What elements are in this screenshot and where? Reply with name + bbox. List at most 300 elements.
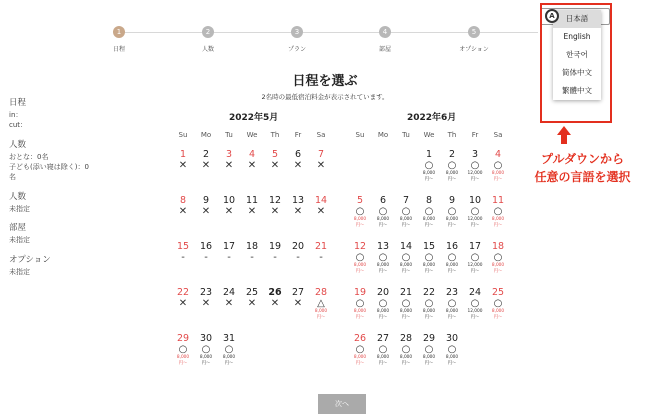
price-label: 8,000 [422,309,436,314]
price-label: 8,000 [422,171,436,176]
calendar-day[interactable] [487,241,509,274]
price-label: 8,000 [445,217,459,222]
day-number: 1 [425,149,433,160]
price-label: 円〜 [493,314,503,320]
availability-mark: - [273,252,277,263]
weekday-header: Su [355,131,365,139]
price-label: 円〜 [401,268,411,274]
day-number: 3 [471,149,479,160]
day-number: 14 [399,241,413,252]
price-label: 8,000 [491,171,505,176]
summary-option-value: 未指定 [9,268,30,276]
availability-mark: ✕ [201,206,211,217]
price-label: 円〜 [178,360,188,366]
availability-mark: ✕ [178,206,188,217]
availability-mark: ✕ [247,298,257,309]
price-label: 8,000 [445,263,459,268]
page-title: 日程を選ぶ [292,74,358,89]
day-number: 12 [268,195,282,206]
availability-mark: ✕ [224,206,234,217]
price-label: 円〜 [378,360,388,366]
calendar-day[interactable] [464,241,486,274]
annotation-line-2: 任意の言語を選択 [534,170,631,184]
calendar-day[interactable] [195,241,217,263]
price-label: 8,000 [353,263,367,268]
calendar-day[interactable] [372,333,394,366]
day-number: 16 [199,241,213,252]
availability-mark: ✕ [270,206,280,217]
summary-children-unit: 名 [9,173,16,181]
day-number: 14 [314,195,328,206]
calendar-day[interactable] [418,149,440,182]
price-label: 8,000 [399,309,413,314]
price-label: 8,000 [445,309,459,314]
calendar-day[interactable] [241,195,263,217]
price-label: 12,000 [467,263,483,268]
day-number: 30 [445,333,459,344]
day-number: 5 [356,195,364,206]
price-label: 8,000 [491,217,505,222]
availability-mark: ✕ [224,298,234,309]
weekday-header: Mo [200,131,212,139]
price-label: 円〜 [401,314,411,320]
availability-mark: - [319,252,323,263]
step-number: 3 [291,26,303,38]
calendar-day[interactable] [372,195,394,228]
price-label: 円〜 [355,268,365,274]
price-label: 8,000 [376,217,390,222]
calendar-day[interactable] [372,241,394,274]
day-number: 21 [399,287,413,298]
calendar-day[interactable] [195,287,217,309]
step-number: 4 [379,26,391,38]
calendar-day[interactable] [441,241,463,274]
price-label: 8,000 [399,217,413,222]
day-number: 27 [376,333,390,344]
price-label: 円〜 [447,222,457,228]
language-option-en[interactable]: English [563,32,591,41]
availability-mark: ✕ [178,160,188,171]
availability-mark: ✕ [247,160,257,171]
summary-checkin: in： [9,111,23,119]
calendar-day[interactable] [464,195,486,228]
day-number: 29 [176,333,190,344]
day-number: 19 [353,287,367,298]
day-number: 23 [445,287,459,298]
day-number: 16 [445,241,459,252]
weekday-header: Sa [316,131,326,139]
price-label: 8,000 [353,309,367,314]
day-number: 9 [448,195,456,206]
price-label: 8,000 [445,171,459,176]
price-label: 円〜 [378,222,388,228]
weekday-header: Fr [294,131,302,139]
step-label: 人数 [201,46,214,53]
calendar-day[interactable] [218,195,240,217]
availability-mark: - [181,252,185,263]
price-label: 円〜 [378,268,388,274]
price-label: 円〜 [470,222,480,228]
price-label: 円〜 [493,268,503,274]
availability-mark: ✕ [270,298,280,309]
availability-mark: ○ [401,206,411,217]
price-label: 円〜 [493,176,503,182]
globe-icon[interactable]: A [545,9,559,23]
language-option-zh-hant[interactable]: 繁體中文 [562,86,592,95]
day-number: 26 [353,333,367,344]
day-number: 24 [222,287,236,298]
calendar-day[interactable] [487,149,509,182]
weekday-header: We [246,131,258,139]
day-number: 6 [294,149,302,160]
calendar-day[interactable] [441,149,463,182]
day-number: 28 [399,333,413,344]
calendar-day[interactable] [264,287,286,309]
month-title-may: 2022年5月 [229,113,279,123]
availability-mark: ○ [424,160,434,171]
day-number: 2 [202,149,210,160]
availability-mark: ✕ [247,206,257,217]
price-label: 8,000 [314,309,328,314]
weekday-header: Tu [402,131,410,139]
availability-mark: ✕ [293,160,303,171]
day-number: 26 [268,287,282,298]
language-option-zh-hans[interactable]: 简体中文 [562,68,592,77]
weekday-header: Su [178,131,188,139]
summary-children: 子ども(添い寝は除く)：0 [9,163,89,171]
day-number: 13 [376,241,390,252]
price-label: 8,000 [422,263,436,268]
step-option[interactable] [444,26,504,53]
next-button[interactable]: 次へ [318,394,366,414]
availability-mark: ○ [470,160,480,171]
calendar-day[interactable] [310,241,332,263]
day-number: 9 [202,195,210,206]
availability-mark: ○ [378,344,388,355]
calendar-day[interactable] [464,149,486,182]
day-number: 10 [468,195,482,206]
summary-guests2-value: 未指定 [9,205,30,213]
availability-mark: ○ [424,298,434,309]
price-label: 円〜 [401,360,411,366]
price-label: 8,000 [422,217,436,222]
availability-mark: ✕ [270,160,280,171]
calendar-day[interactable] [349,333,371,366]
calendar-day[interactable] [395,195,417,228]
day-number: 20 [291,241,305,252]
price-label: 8,000 [353,217,367,222]
price-label: 円〜 [355,360,365,366]
availability-mark: △ [317,298,325,309]
calendar-day[interactable] [349,287,371,320]
price-label: 円〜 [447,268,457,274]
day-number: 8 [179,195,187,206]
price-label: 円〜 [493,222,503,228]
availability-mark: ○ [378,252,388,263]
day-number: 24 [468,287,482,298]
arrow-shaft [561,134,567,144]
summary-option-label: オプション [9,255,51,265]
price-label: 円〜 [424,268,434,274]
day-number: 4 [248,149,256,160]
calendar-day[interactable] [264,195,286,217]
availability-mark: ○ [470,206,480,217]
day-number: 23 [199,287,213,298]
availability-mark: ○ [424,206,434,217]
price-label: 円〜 [424,222,434,228]
step-label: 日程 [112,46,125,53]
availability-mark: ✕ [201,160,211,171]
price-label: 円〜 [470,268,480,274]
step-number: 5 [468,26,480,38]
day-number: 21 [314,241,328,252]
price-label: 8,000 [376,309,390,314]
price-label: 円〜 [224,360,234,366]
day-number: 17 [468,241,482,252]
step-schedule[interactable] [89,26,149,53]
availability-mark: ○ [355,252,365,263]
availability-mark: ○ [447,344,457,355]
day-number: 3 [225,149,233,160]
calendar-day[interactable] [395,287,417,320]
availability-mark: ○ [447,252,457,263]
calendar-day[interactable] [464,287,486,320]
day-number: 2 [448,149,456,160]
availability-mark: ○ [447,206,457,217]
price-label: 円〜 [378,314,388,320]
day-number: 10 [222,195,236,206]
price-label: 12,000 [467,217,483,222]
day-number: 4 [494,149,502,160]
availability-mark: ○ [470,298,480,309]
availability-mark: - [250,252,254,263]
summary-schedule-label: 日程 [9,98,27,108]
availability-mark: ✕ [293,298,303,309]
month-title-june: 2022年6月 [407,113,457,123]
availability-mark: ○ [401,344,411,355]
calendar-day[interactable] [310,149,332,171]
step-guests[interactable] [178,26,238,53]
weekday-header: Th [447,131,457,139]
calendar-day[interactable] [172,287,194,309]
availability-mark: ○ [201,344,211,355]
calendar-day[interactable] [218,333,240,366]
step-room[interactable] [355,26,415,53]
day-number: 28 [314,287,328,298]
calendar-day[interactable] [287,241,309,263]
price-label: 円〜 [424,360,434,366]
day-number: 25 [491,287,505,298]
day-number: 18 [245,241,259,252]
calendar-day[interactable] [310,195,332,217]
availability-mark: - [204,252,208,263]
day-number: 29 [422,333,436,344]
calendar-day[interactable] [218,287,240,309]
day-number: 22 [422,287,436,298]
calendar-day[interactable] [418,287,440,320]
step-label: 部屋 [378,46,391,53]
day-number: 31 [222,333,236,344]
price-label: 12,000 [467,171,483,176]
price-label: 8,000 [399,263,413,268]
price-label: 円〜 [447,360,457,366]
calendar-day[interactable] [172,333,194,366]
day-number: 19 [268,241,282,252]
availability-mark: ○ [470,252,480,263]
calendar-day[interactable] [195,195,217,217]
annotation-line-1: プルダウンから [540,152,625,166]
calendar-day[interactable] [349,195,371,228]
day-number: 25 [245,287,259,298]
day-number: 15 [176,241,190,252]
day-number: 7 [402,195,410,206]
availability-mark: ✕ [178,298,188,309]
day-number: 6 [379,195,387,206]
availability-mark: ○ [447,298,457,309]
price-label: 円〜 [447,314,457,320]
summary-room-label: 部屋 [9,223,27,233]
availability-mark: ○ [447,160,457,171]
calendar-day[interactable] [441,195,463,228]
price-label: 円〜 [355,222,365,228]
step-plan[interactable] [267,26,327,53]
day-number: 5 [271,149,279,160]
weekday-header: We [423,131,435,139]
price-label: 8,000 [491,263,505,268]
day-number: 27 [291,287,305,298]
availability-mark: ✕ [316,206,326,217]
availability-mark: ○ [493,252,503,263]
calendar-day[interactable] [287,149,309,171]
calendar-day[interactable] [172,195,194,217]
price-label: 8,000 [222,355,236,360]
availability-mark: ○ [493,160,503,171]
day-number: 30 [199,333,213,344]
step-number: 2 [202,26,214,38]
price-label: 円〜 [470,314,480,320]
price-label: 円〜 [470,176,480,182]
calendar-day[interactable] [241,149,263,171]
availability-mark: - [296,252,300,263]
day-number: 8 [425,195,433,206]
availability-mark: - [227,252,231,263]
summary-adults: おとな：0名 [9,153,49,161]
calendar-day[interactable] [172,241,194,263]
calendar-day[interactable] [418,241,440,274]
step-number: 1 [113,26,125,38]
availability-mark: ○ [378,206,388,217]
calendar-day[interactable] [418,333,440,366]
day-number: 20 [376,287,390,298]
day-number: 17 [222,241,236,252]
page-subtitle: 2名時の最低宿泊料金が表示されています。 [261,93,389,101]
calendar-day[interactable] [195,149,217,171]
availability-mark: ○ [493,206,503,217]
calendar-day[interactable] [418,195,440,228]
day-number: 15 [422,241,436,252]
availability-mark: ○ [355,344,365,355]
availability-mark: ○ [224,344,234,355]
availability-mark: ✕ [224,160,234,171]
day-number: 11 [245,195,259,206]
step-label: プラン [287,46,306,53]
weekday-header: Mo [377,131,389,139]
availability-mark: ○ [355,206,365,217]
day-number: 7 [317,149,325,160]
price-label: 円〜 [355,314,365,320]
language-option-ko[interactable]: 한국어 [566,50,588,59]
calendar-day[interactable] [372,287,394,320]
availability-mark: ○ [378,298,388,309]
calendar-day[interactable] [172,149,194,171]
language-option-ja[interactable]: 日本語 [553,10,601,28]
calendar-day[interactable] [487,287,509,320]
price-label: 8,000 [376,263,390,268]
summary-guests-label: 人数 [9,140,27,150]
availability-mark: ○ [178,344,188,355]
calendar-day[interactable] [218,241,240,263]
day-number: 11 [491,195,505,206]
price-label: 8,000 [353,355,367,360]
availability-mark: ○ [401,298,411,309]
price-label: 円〜 [447,176,457,182]
day-number: 1 [179,149,187,160]
price-label: 8,000 [199,355,213,360]
calendar-day[interactable] [195,333,217,366]
price-label: 円〜 [401,222,411,228]
calendar-day[interactable] [441,333,463,366]
availability-mark: ✕ [201,298,211,309]
price-label: 8,000 [422,355,436,360]
day-number: 13 [291,195,305,206]
calendar-day[interactable] [241,241,263,263]
price-label: 円〜 [424,314,434,320]
weekday-header: Th [270,131,280,139]
price-label: 8,000 [491,309,505,314]
price-label: 円〜 [424,176,434,182]
calendar-day[interactable] [349,241,371,274]
availability-mark: ○ [355,298,365,309]
calendar-day[interactable] [487,195,509,228]
calendar-day[interactable] [218,149,240,171]
price-label: 円〜 [201,360,211,366]
availability-mark: ○ [493,298,503,309]
weekday-header: Tu [225,131,233,139]
calendar-day[interactable] [264,149,286,171]
price-label: 8,000 [399,355,413,360]
summary-checkout: cut： [9,121,28,129]
annotation-note [520,150,645,186]
price-label: 円〜 [316,314,326,320]
day-number: 18 [491,241,505,252]
day-number: 12 [353,241,367,252]
calendar-day[interactable] [441,287,463,320]
step-label: オプション [459,46,489,53]
price-label: 8,000 [376,355,390,360]
calendar-day[interactable] [264,241,286,263]
calendar-day[interactable] [395,241,417,274]
calendar-day[interactable] [395,333,417,366]
language-dropdown-menu [553,10,601,100]
availability-mark: ✕ [316,160,326,171]
calendar-day[interactable] [287,195,309,217]
availability-mark: ○ [401,252,411,263]
calendar-day[interactable] [287,287,309,309]
price-label: 8,000 [445,355,459,360]
calendar-day[interactable] [310,287,332,320]
calendar-day[interactable] [241,287,263,309]
weekday-header: Fr [471,131,479,139]
